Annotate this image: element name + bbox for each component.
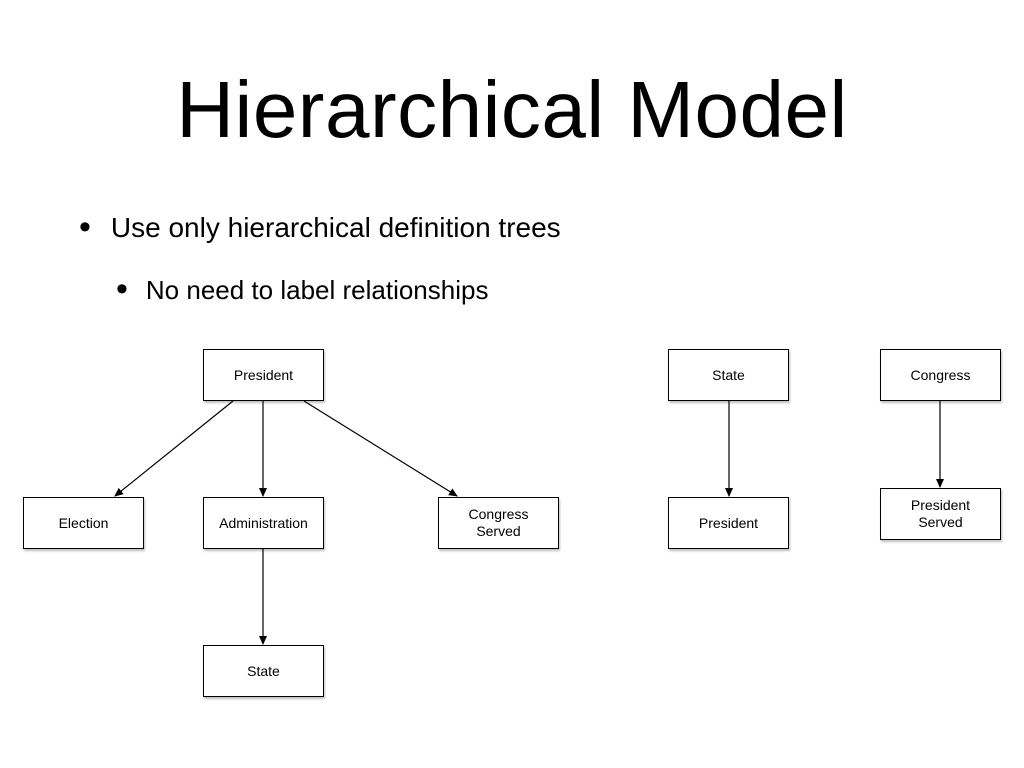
node-label: President xyxy=(233,366,294,383)
node-congress-served xyxy=(438,497,559,549)
node-label: Election xyxy=(58,514,109,531)
node-president xyxy=(668,497,789,549)
node-label: Congress xyxy=(910,366,971,383)
node-label: State xyxy=(712,366,745,383)
node-label: Administration xyxy=(219,514,308,531)
node-state xyxy=(668,349,789,401)
node-state xyxy=(203,645,324,697)
node-president-served xyxy=(880,488,1001,540)
edge-president-election xyxy=(115,401,233,496)
node-congress xyxy=(880,349,1001,401)
edge-president-congress-served xyxy=(304,401,457,496)
node-label: Congress Served xyxy=(468,506,529,539)
slide-title: Hierarchical Model xyxy=(176,65,848,154)
bullet-text: No need to label relationships xyxy=(145,275,489,305)
node-administration xyxy=(203,497,324,549)
node-label: President Served xyxy=(910,497,971,530)
node-election xyxy=(23,497,144,549)
bullet-text: Use only hierarchical definition trees xyxy=(110,212,561,243)
node-president xyxy=(203,349,324,401)
bullet-dot-icon: • xyxy=(79,208,91,246)
bullet-dot-icon: • xyxy=(116,270,128,308)
node-label: President xyxy=(698,514,759,531)
node-label: State xyxy=(247,662,280,679)
